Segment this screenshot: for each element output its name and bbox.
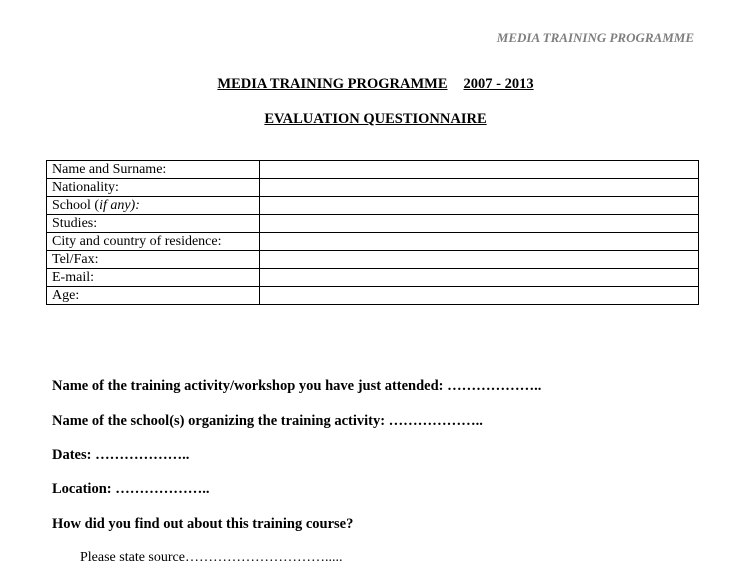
running-header: MEDIA TRAINING PROGRAMME	[496, 30, 694, 45]
studies-label: Studies:	[47, 215, 260, 233]
document-title	[0, 76, 751, 93]
table-row	[47, 269, 699, 287]
table-row	[47, 197, 699, 215]
question-training-activity: Name of the training activity/workshop you have just attended: ………………..	[52, 378, 542, 394]
table-row	[47, 215, 699, 233]
name-label: Name and Surname:	[47, 161, 260, 179]
age-label: Age:	[47, 287, 260, 305]
nationality-field[interactable]	[260, 179, 699, 197]
question-location	[52, 481, 210, 498]
title-years: 2007 - 2013	[463, 76, 534, 92]
table-row	[47, 179, 699, 197]
studies-field[interactable]	[260, 215, 699, 233]
school-label-main: School (	[52, 198, 100, 213]
telfax-label: Tel/Fax:	[47, 251, 260, 269]
question-dates: Dates: ………………..	[52, 447, 190, 463]
table-row	[47, 233, 699, 251]
email-field[interactable]	[260, 269, 699, 287]
question-school: Name of the school(s) organizing the training activity: ………………..	[52, 413, 483, 429]
telfax-field[interactable]	[260, 251, 699, 269]
title-programme: MEDIA TRAINING PROGRAMME	[217, 76, 448, 92]
document-subtitle: EVALUATION QUESTIONNAIRE	[264, 111, 487, 127]
table-row	[47, 287, 699, 305]
question-find-out: How did you find out about this training course?	[52, 516, 354, 532]
location-label: Location	[52, 481, 107, 497]
school-label-italic: if any):	[99, 198, 140, 213]
name-field[interactable]	[260, 161, 699, 179]
source-prompt: Please state source………………………….....	[80, 550, 343, 565]
table-row	[47, 161, 699, 179]
residence-label: City and country of residence:	[47, 233, 260, 251]
nationality-label: Nationality:	[47, 179, 260, 197]
table-row	[47, 251, 699, 269]
location-dots: : ………………..	[106, 481, 210, 497]
email-label: E-mail:	[47, 269, 260, 287]
school-label	[47, 197, 260, 215]
school-field[interactable]	[260, 197, 699, 215]
age-field[interactable]	[260, 287, 699, 305]
participant-info-table	[46, 160, 699, 305]
residence-field[interactable]	[260, 233, 699, 251]
